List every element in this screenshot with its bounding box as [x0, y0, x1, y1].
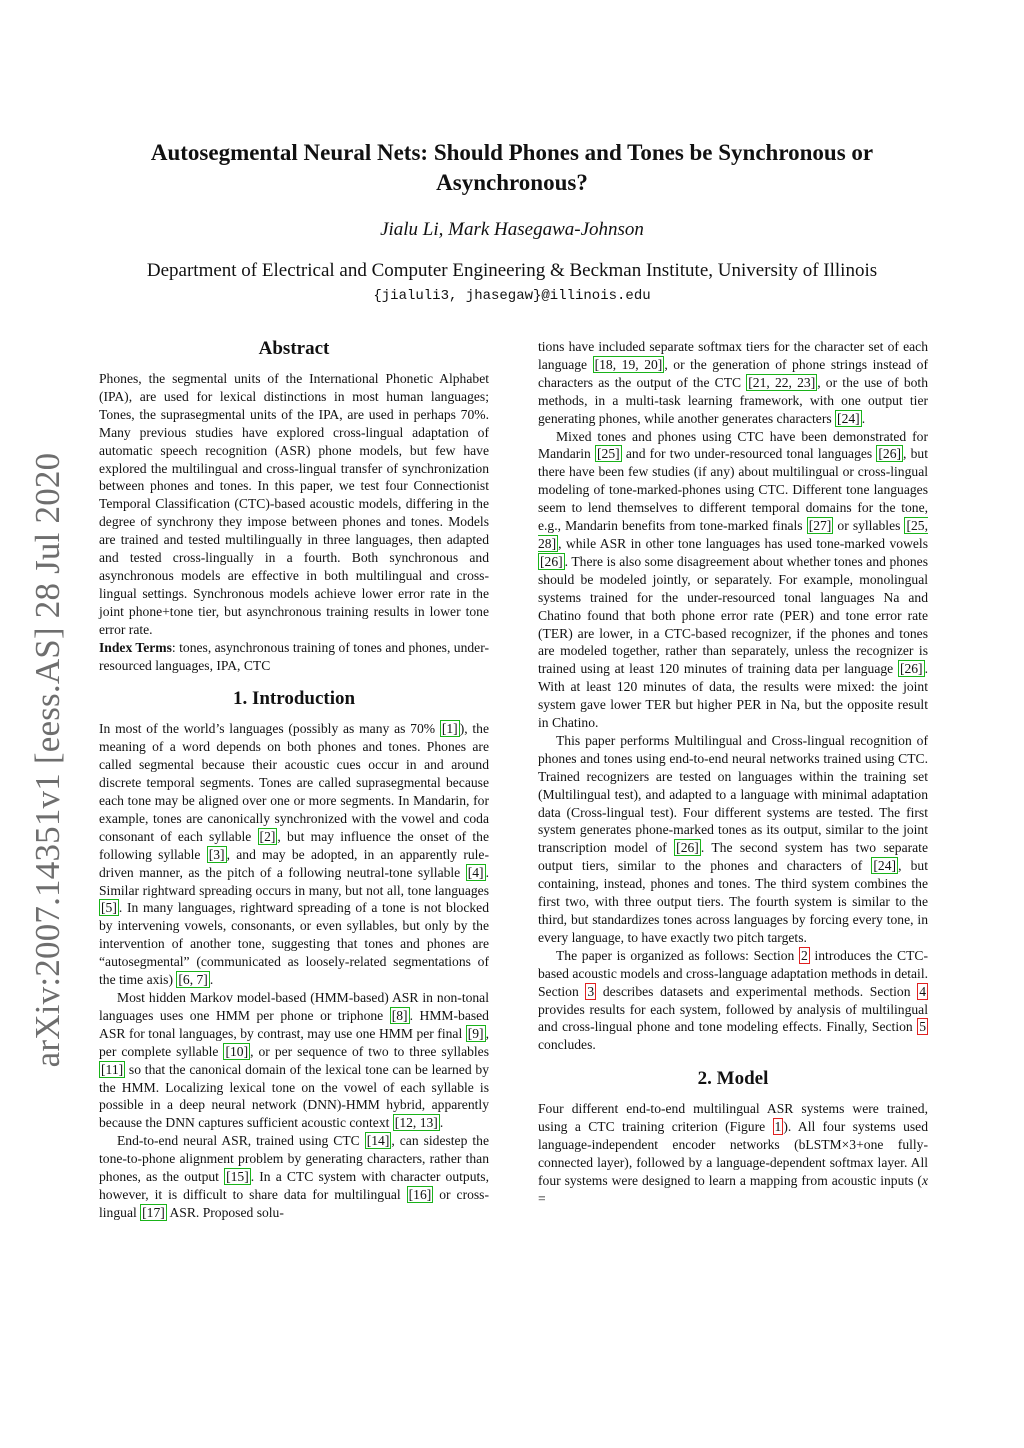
paper-title	[100, 138, 924, 198]
text-run: . In a CTC system with character outputs, however, it is difficult to share data for multilingual	[99, 1169, 489, 1202]
text-run: introduces the CTC-based acoustic models and cross-language adaptation methods in detail. Section	[538, 947, 928, 999]
intro-paragraph-2	[99, 989, 489, 1132]
citation-link[interactable]: [4]	[467, 864, 484, 880]
text-run: , while ASR in other tone languages has used tone-marked vowels	[558, 535, 928, 551]
abstract-title: Abstract	[258, 338, 330, 359]
text-run: ). All four systems used language-independent encoder networks (bLSTM×3+one fully-connected layer), followed by a language-dependent softmax layer. All four systems were designed to learn a mapping from acoustic inputs (	[538, 1119, 928, 1188]
text-run: , per complete syllable	[99, 1025, 489, 1059]
text-run: .	[861, 410, 866, 426]
text-run: . Similar rightward spreading occurs in many, but not all, tone languages	[99, 864, 489, 898]
citation-link[interactable]: [17]	[142, 1204, 165, 1220]
citation-link[interactable]: [15]	[226, 1169, 249, 1185]
intro-paragraph-3	[99, 1132, 489, 1222]
citation-link[interactable]: [9]	[467, 1025, 484, 1041]
text-run: , or the generation of phone strings instead of characters as the output of the CTC	[538, 356, 928, 390]
citation-link[interactable]: [12, 13]	[394, 1115, 438, 1131]
text-run: Mixed tones and phones using CTC have been demonstrated for Mandarin	[538, 428, 928, 462]
text-run: In most of the world’s languages (possibly as many as 70%	[99, 721, 440, 737]
right-column	[538, 338, 928, 1208]
text-run: or syllables	[833, 518, 905, 534]
citation-link[interactable]: [1]	[441, 721, 458, 737]
model-paragraph-1	[538, 1100, 928, 1207]
citation-link[interactable]: [6, 7]	[178, 972, 208, 988]
text-run: =	[538, 1190, 546, 1206]
text-run: . With at least 120 minutes of data, the results were mixed: the joint system gave lower TER but higher PER in Na, but the opposite result in Chatino.	[538, 661, 928, 731]
citation-link[interactable]: [24]	[837, 410, 860, 426]
email: {jialuli3, jhasegaw}@illinois.edu	[373, 288, 651, 304]
citation-link[interactable]: [26]	[878, 446, 902, 462]
citation-link[interactable]: [26]	[540, 553, 563, 569]
text-run: , and may be adopted, in an apparently rule-driven manner, as the pitch of a following neutral-tone syllable	[99, 846, 489, 880]
text-run: Most hidden Markov model-based (HMM-based) ASR in non-tonal languages uses one HMM per phone or triphone	[99, 990, 489, 1023]
index-terms	[99, 639, 489, 675]
figure-link[interactable]: 1	[774, 1119, 782, 1135]
text-run: End-to-end neural ASR, trained using CTC	[117, 1133, 365, 1149]
text-run: tions have included separate softmax tiers for the character set of each language	[538, 339, 928, 372]
text-run: or cross-lingual	[99, 1186, 489, 1220]
affiliation: Department of Electrical and Computer Engineering & Beckman Institute, University of Illinois	[146, 260, 878, 281]
index-terms-label: Index Terms	[99, 639, 172, 655]
text-run: .	[209, 972, 214, 988]
text-run: .	[439, 1115, 444, 1131]
right-paragraph-3	[538, 732, 928, 947]
text-run: , but containing, instead, phones and tones. The third system combines the first two, with three output tiers. The fourth system is similar to the third, but standardizes tones across languages by forcing every tone, in every language, to have exactly two pitch targets.	[538, 858, 928, 945]
citation-link[interactable]: [18, 19, 20]	[594, 356, 663, 372]
text-run: , can sidestep the tone-to-phone alignment problem by generating characters, rather than phones, as the output	[99, 1133, 489, 1185]
text-run: ASR. Proposed solu-	[166, 1204, 284, 1220]
text-run: so that the canonical domain of the lexical tone can be learned by the HMM. Localizing lexical tone on the vowel of each syllable is possible in a deep neural network (DNN)-HMM hybrid, apparently because the DNN captures sufficient acoustic context	[99, 1061, 489, 1131]
text-run: describes datasets and experimental methods. Section	[596, 983, 918, 999]
arxiv-id-text: arXiv:2007.14351v1 [eess.AS] 28 Jul 2020	[28, 452, 67, 1068]
arxiv-identifier-sidebar	[16, 440, 80, 1080]
text-run: ), the meaning of a word depends on both phones and tones. Phones are called segmental because their acoustic cues occur in and around discrete temporal segments. Tones are called suprasegmental because each tone may be aligned over one or more segments. In Mandarin, for example, tones are canonically synchronized with the vowel and coda consonant of each syllable	[99, 721, 489, 844]
citation-link[interactable]: [25, 28]	[538, 518, 928, 551]
right-paragraph-1	[538, 338, 928, 428]
text-run: provides results for each system, followed by analysis of multilingual and cross-lingual phone and tone modeling effects. Finally, Section	[538, 1001, 928, 1035]
citation-link[interactable]: [25]	[597, 446, 620, 462]
text-run: concludes.	[538, 1037, 596, 1053]
citation-link[interactable]: [26]	[676, 840, 699, 856]
text-run: . In many languages, rightward spreading of a tone is not blocked by intervening vowels, consonants, or even syllables, but only by the intervention of another tone, suggesting that tones and phones are “autosegmental” (communicated as loosely-related segmentations of the time axis)	[99, 900, 489, 988]
text-run: . HMM-based ASR for tonal languages, by contrast, may use one HMM per final	[99, 1007, 489, 1041]
text-run: and for two under-resourced tonal languages	[621, 446, 877, 462]
text-run: , or the use of both methods, in a multi-task learning framework, with one output tier generating phones, while another generates characters	[538, 374, 929, 426]
citation-link[interactable]: [8]	[391, 1007, 408, 1023]
citation-link[interactable]: [16]	[408, 1186, 432, 1202]
citation-link[interactable]: [26]	[899, 661, 923, 677]
left-column	[99, 338, 489, 1222]
text-run: , or per sequence of two to three syllables	[250, 1043, 490, 1059]
index-terms-text: : tones, asynchronous training of tones and phones, under-resourced languages, IPA, CTC	[99, 639, 489, 673]
citation-link[interactable]: [21, 22, 23]	[748, 374, 816, 390]
text-run: The paper is organized as follows: Section	[556, 947, 800, 963]
citation-link[interactable]: [5]	[101, 900, 117, 916]
citation-link[interactable]: [24]	[873, 858, 897, 874]
citation-link[interactable]: [11]	[101, 1061, 124, 1077]
section-link[interactable]: 2	[801, 947, 808, 963]
right-paragraph-2	[538, 428, 928, 732]
abstract-text: Phones, the segmental units of the International Phonetic Alphabet (IPA), are used for lexical distinctions in most human languages; Tones, the suprasegmental units of the IPA, are used in perhaps 70%. Many previous studies have explored cross-lingual adaptation of automatic speech recognition (ASR) phone models, but few have explored the multilingual and cross-lingual transfer of synchronization between phones and tones. In this paper, we test four Connectionist Temporal Classification (CTC)-based acoustic models, differing in the degree of synchrony they impose between phones and tones. Models are trained and tested multilingually in three languages, then adapted and tested cross-lingually in a fourth. Both synchronous and asynchronous models are effective in both multilingual and cross-lingual settings. Synchronous models achieve lower error rate in the joint phone+tone tier, but asynchronous training results in lower tone error rate.	[99, 371, 489, 637]
section-link[interactable]: 3	[587, 983, 595, 999]
citation-link[interactable]: [27]	[808, 518, 832, 534]
title-line-1: Autosegmental Neural Nets: Should Phones and Tones be Synchronous or	[150, 140, 874, 165]
text-run: , but there have been few studies (if any) about multilingual or cross-lingual modeling of tone-marked-phones using CTC. Different tone languages seem to lend themselves to different temporal domains for the tone, e.g., Mandarin benefits from tone-marked finals	[538, 446, 928, 534]
math-variable: x	[921, 1172, 928, 1188]
citation-link[interactable]: [10]	[225, 1043, 249, 1059]
text-run: , but may influence the onset of the following syllable	[99, 828, 489, 862]
text-run: . There is also some disagreement about whether tones and phones should be modeled jointly, or separately. For example, monolingual systems trained for the under-resourced tonal languages Na and Chatino found that both phone error rate (PER) and tone error rate (TER) are lower, in a CTC-based recognizer, if the phones and tones are modeled together, rather than separately, unless the recognizer is trained using at least 120 minutes of training data per language	[538, 553, 928, 677]
introduction-title: 1. Introduction	[232, 688, 356, 710]
text-run: Four different end-to-end multilingual ASR systems were trained, using a CTC training criterion (Figure	[538, 1101, 928, 1135]
text-run: . The second system has two separate output tiers, similar to the phones and characters of	[538, 840, 928, 874]
text-run: This paper performs Multilingual and Cross-lingual recognition of phones and tones using end-to-end neural networks trained using CTC. Trained recognizers are tested on languages within the training set (Multilingual test), and adapted to a language with minimal adaptation data (Cross-lingual test). Four different systems are tested. The first system generates phone-marked tones as its output, similar to the joint transcription model of	[538, 732, 928, 856]
citation-link[interactable]: [2]	[259, 828, 276, 844]
model-section-title: 2. Model	[697, 1068, 769, 1090]
intro-paragraph-1	[99, 720, 489, 989]
authors: Jialu Li, Mark Hasegawa-Johnson	[380, 219, 644, 240]
citation-link[interactable]: [3]	[208, 846, 225, 862]
right-paragraph-4	[538, 947, 928, 1054]
section-link[interactable]: 4	[919, 983, 926, 999]
citation-link[interactable]: [14]	[366, 1133, 390, 1149]
title-line-2: Asynchronous?	[436, 170, 588, 195]
section-link[interactable]: 5	[919, 1019, 926, 1035]
